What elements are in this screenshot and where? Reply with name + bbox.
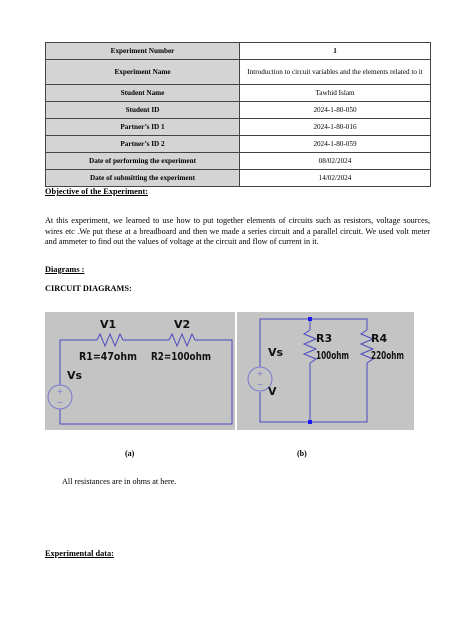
caption-b: (b)	[297, 449, 307, 458]
parallel-circuit-diagram	[237, 312, 414, 430]
table-row	[46, 43, 431, 60]
row-label: Date of performing the experiment	[46, 153, 240, 170]
r4-label: R4	[371, 332, 388, 345]
row-label: Experiment Number	[46, 43, 240, 60]
svg-text:+: +	[56, 387, 64, 396]
v2-label: V2	[174, 318, 191, 331]
table-row	[46, 60, 431, 85]
v1-label: V1	[100, 318, 117, 331]
row-label: Student Name	[46, 85, 240, 102]
row-value: 08/02/2024	[240, 153, 431, 170]
node-marker	[308, 317, 312, 321]
row-value: 1	[240, 43, 431, 60]
caption-a: (a)	[125, 449, 135, 458]
r2-label: R2=100ohm	[151, 350, 211, 363]
v-label: V	[268, 385, 277, 398]
row-value: 2024-1-80-016	[240, 119, 431, 136]
experiment-info-table	[45, 42, 431, 187]
series-circuit-diagram	[45, 312, 235, 430]
svg-text:−: −	[256, 380, 264, 389]
row-value: 2024-1-80-059	[240, 136, 431, 153]
vs-label: Vs	[268, 346, 284, 359]
r1-label: R1=47ohm	[79, 350, 137, 363]
circuit-diagrams-heading: CIRCUIT DIAGRAMS:	[45, 284, 132, 293]
table-row	[46, 85, 431, 102]
table-row	[46, 170, 431, 187]
r4-value: 220ohm	[371, 349, 404, 362]
row-value: Introduction to circuit variables and the elements related to it	[240, 60, 431, 85]
diagrams-heading: Diagrams :	[45, 265, 85, 274]
node-marker	[308, 420, 312, 424]
svg-text:−: −	[56, 398, 64, 407]
r3-label: R3	[316, 332, 333, 345]
objective-heading: Objective of the Experiment:	[45, 187, 148, 196]
table-row	[46, 153, 431, 170]
row-label: Date of submitting the experiment	[46, 170, 240, 187]
table-row	[46, 136, 431, 153]
table-row	[46, 102, 431, 119]
objective-paragraph: At this experiment, we learned to use how to put together elements of circuits such as resistors, voltage sources, wires etc .We put these at a breadboard and then we made a series circuit and a parallel circuit. We used volt meter and ammeter to find out the values of voltage at the circuit and flow of current in it.	[45, 216, 430, 247]
svg-text:+: +	[256, 369, 264, 378]
resistance-note: All resistances are in ohms at here.	[62, 477, 177, 486]
row-label: Partner’s ID 1	[46, 119, 240, 136]
experimental-data-heading: Experimental data:	[45, 549, 114, 558]
r3-value: 100ohm	[316, 349, 349, 362]
row-value: Tawhid Islam	[240, 85, 431, 102]
row-value: 2024-1-80-050	[240, 102, 431, 119]
row-label: Experiment Name	[46, 60, 240, 85]
row-label: Partner’s ID 2	[46, 136, 240, 153]
vs-label: Vs	[67, 369, 83, 382]
voltage-source-icon	[48, 385, 72, 409]
row-value: 14/02/2024	[240, 170, 431, 187]
row-label: Student ID	[46, 102, 240, 119]
table-row	[46, 119, 431, 136]
